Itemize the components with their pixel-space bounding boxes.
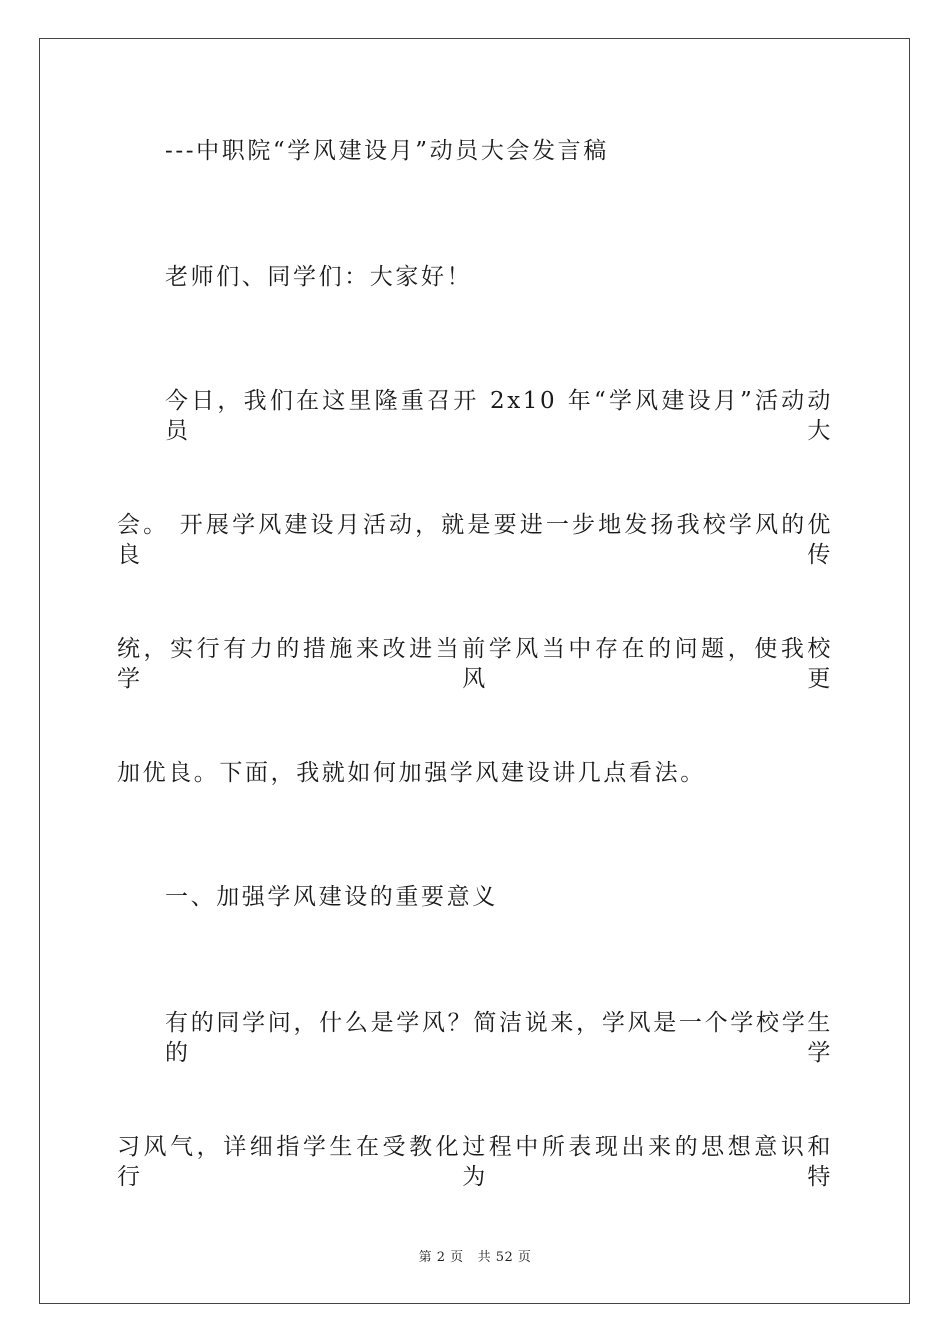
total-pages: 共 52 页 bbox=[477, 1250, 532, 1265]
paragraph-line: 习风气，详细指学生在受教化过程中所表现出来的思想意识和行为特 bbox=[117, 1134, 833, 1190]
page-footer bbox=[0, 1246, 950, 1265]
paragraph-line: 有的同学问，什么是学风？简洁说来，学风是一个学校学生的学 bbox=[165, 1010, 833, 1066]
greeting-line: 老师们、同学们：大家好！ bbox=[165, 264, 473, 290]
speech-subtitle: ---中职院“学风建设月”动员大会发言稿 bbox=[165, 138, 609, 164]
section-heading: 一、加强学风建设的重要意义 bbox=[165, 884, 498, 910]
paragraph-line: 会。 开展学风建设月活动，就是要进一步地发扬我校学风的优良传 bbox=[117, 512, 833, 568]
page-number: 第 2 页 bbox=[418, 1250, 464, 1265]
paragraph-line: 今日，我们在这里隆重召开 2x10 年“学风建设月”活动动员大 bbox=[165, 388, 833, 444]
paragraph-line: 加优良。下面，我就如何加强学风建设讲几点看法。 bbox=[117, 760, 706, 786]
paragraph-line: 统，实行有力的措施来改进当前学风当中存在的问题，使我校学风更 bbox=[117, 636, 833, 692]
